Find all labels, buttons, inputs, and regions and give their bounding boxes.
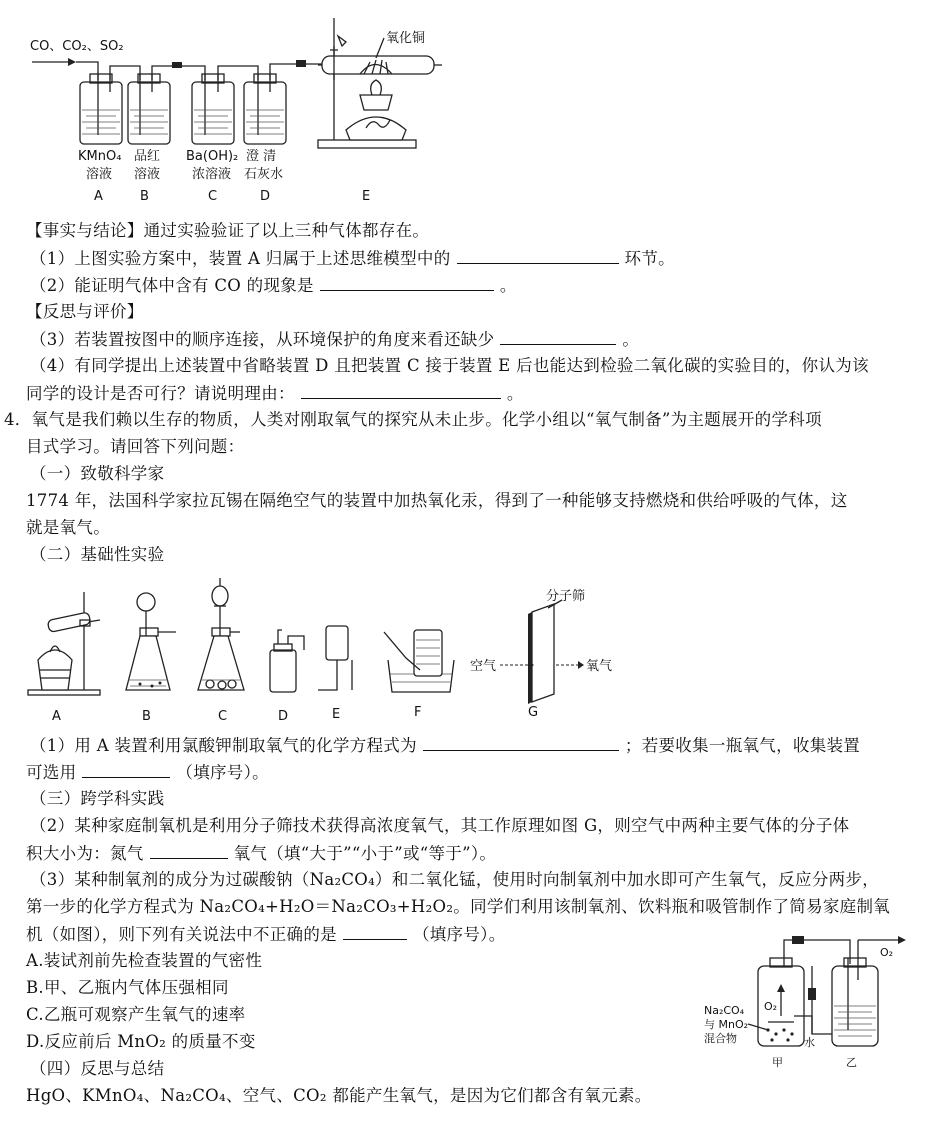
- reagent-c-line1: Ba(OH)₂: [186, 149, 239, 164]
- fig2-letter-c: C: [218, 709, 228, 724]
- question-c2-line1: （2）某种家庭制氧机是利用分子筛技术获得高浓度氧气，其工作原理如图 G，则空气中两种主要气体的分子体: [30, 816, 850, 835]
- reagent-a-line1: KMnO₄: [78, 149, 122, 164]
- question-4-line2: 同学的设计是否可行？请说明理由： 。: [26, 384, 524, 403]
- letter-b: B: [140, 189, 149, 204]
- air-label: 空气: [470, 659, 497, 674]
- option-a: A.装试剂前先检查装置的气密性: [26, 951, 263, 970]
- question-c3-line1: （3）某种制氧剂的成分为过碳酸钠（Na₂CO₄）和二氧化锰，使用时向制氧剂中加水即可产生氧气，反应分两步，: [30, 870, 880, 889]
- summary-line: HgO、KMnO₄、Na₂CO₄、空气、CO₂ 都能产生氧气，是因为它们都含有氧元素。: [26, 1086, 652, 1105]
- oxygen-label: 氧气: [586, 659, 613, 674]
- history-line2: 就是氧气。: [26, 518, 110, 537]
- letter-e: E: [362, 189, 371, 204]
- question-b1-line2: 可选用 （填序号）。: [26, 763, 269, 782]
- section-2-heading: （二）基础性实验: [30, 545, 165, 564]
- question-c2-line2: 积大小为：氮气 氧气（填“大于”“小于”或“等于”）。: [26, 844, 497, 863]
- reflect-heading: 【反思与评价】: [26, 302, 144, 321]
- mixture-label-3: 混合物: [704, 1032, 737, 1045]
- jia-label: 甲: [772, 1056, 783, 1069]
- copper-oxide-label: 氧化铜: [386, 31, 426, 46]
- section-3-heading: （三）跨学科实践: [30, 789, 165, 808]
- question-1: （1）上图实验方案中，装置 A 归属于上述思维模型中的 环节。: [30, 249, 675, 268]
- bottle-yi: [832, 958, 878, 1046]
- fig2-letter-d: D: [278, 709, 289, 724]
- fig2-letter-a: A: [52, 709, 61, 724]
- reagent-a-line2: 溶液: [86, 167, 113, 182]
- reagent-d-line1: 澄 清: [246, 149, 277, 164]
- mixture-label-1: Na₂CO₄: [704, 1004, 745, 1017]
- history-line1: 1774 年，法国科学家拉瓦锡在隔绝空气的装置中加热氧化汞，得到了一种能够支持燃烧和供给呼吸的气体，这: [26, 491, 848, 510]
- problem-4-line1: 4．氧气是我们赖以生存的物质，人类对刚取氧气的探究从未止步。化学小组以“氧气制备”为主题展开的学科项: [4, 410, 822, 429]
- question-2: （2）能证明气体中含有 CO 的现象是 。: [30, 276, 517, 295]
- section-1-heading: （一）致敬科学家: [30, 464, 165, 483]
- letter-d: D: [260, 189, 271, 204]
- letter-c: C: [208, 189, 218, 204]
- reagent-c-line2: 浓溶液: [192, 167, 232, 182]
- sieve-label: 分子筛: [546, 589, 586, 604]
- o2-out-label: O₂: [880, 946, 894, 959]
- question-3: （3）若装置按图中的顺序连接，从环境保护的角度来看还缺少 。: [30, 330, 640, 349]
- fig2-letter-e: E: [332, 707, 341, 722]
- option-c: C.乙瓶可观察产生氧气的速率: [26, 1005, 246, 1024]
- gas-input-label: CO、CO₂、SO₂: [30, 39, 124, 54]
- reagent-d-line2: 石灰水: [244, 167, 284, 182]
- letter-a: A: [94, 189, 103, 204]
- water-label: 水: [804, 1036, 815, 1049]
- option-b: B.甲、乙瓶内气体压强相同: [26, 978, 229, 997]
- o2-in-label: O₂: [764, 1000, 778, 1013]
- section-4-heading: （四）反思与总结: [30, 1059, 165, 1078]
- option-d: D.反应前后 MnO₂ 的质量不变: [26, 1032, 256, 1051]
- fig2-letter-b: B: [142, 709, 151, 724]
- mixture-label-2: 与 MnO₂: [704, 1018, 749, 1031]
- fact-line: 【事实与结论】通过实验验证了以上三种气体都存在。: [26, 221, 430, 240]
- question-b1-line1: （1）用 A 装置利用氯酸钾制取氧气的化学方程式为 ；若要收集一瓶氧气，收集装置: [30, 736, 861, 755]
- yi-label: 乙: [846, 1056, 857, 1069]
- fig2-letter-f: F: [414, 705, 422, 720]
- o2-out-arrow: [898, 936, 906, 944]
- question-c3-line3: 机（如图），则下列有关说法中不正确的是 （填序号）。: [26, 925, 506, 944]
- question-c3-line2: 第一步的化学方程式为 Na₂CO₄+H₂O＝Na₂CO₃+H₂O₂。同学们利用该制氧剂、饮料瓶和吸管制作了简易家庭制氧: [26, 897, 891, 916]
- reagent-b-line2: 溶液: [134, 167, 161, 182]
- reagent-b-line1: 品红: [134, 149, 161, 164]
- question-4-line1: （4）有同学提出上述装置中省略装置 D 且把装置 C 接于装置 E 后也能达到检验二氧化碳的实验目的，你认为该: [30, 356, 869, 375]
- fig2-letter-g: G: [528, 705, 539, 720]
- problem-4-line2: 目式学习。请回答下列问题：: [26, 437, 245, 456]
